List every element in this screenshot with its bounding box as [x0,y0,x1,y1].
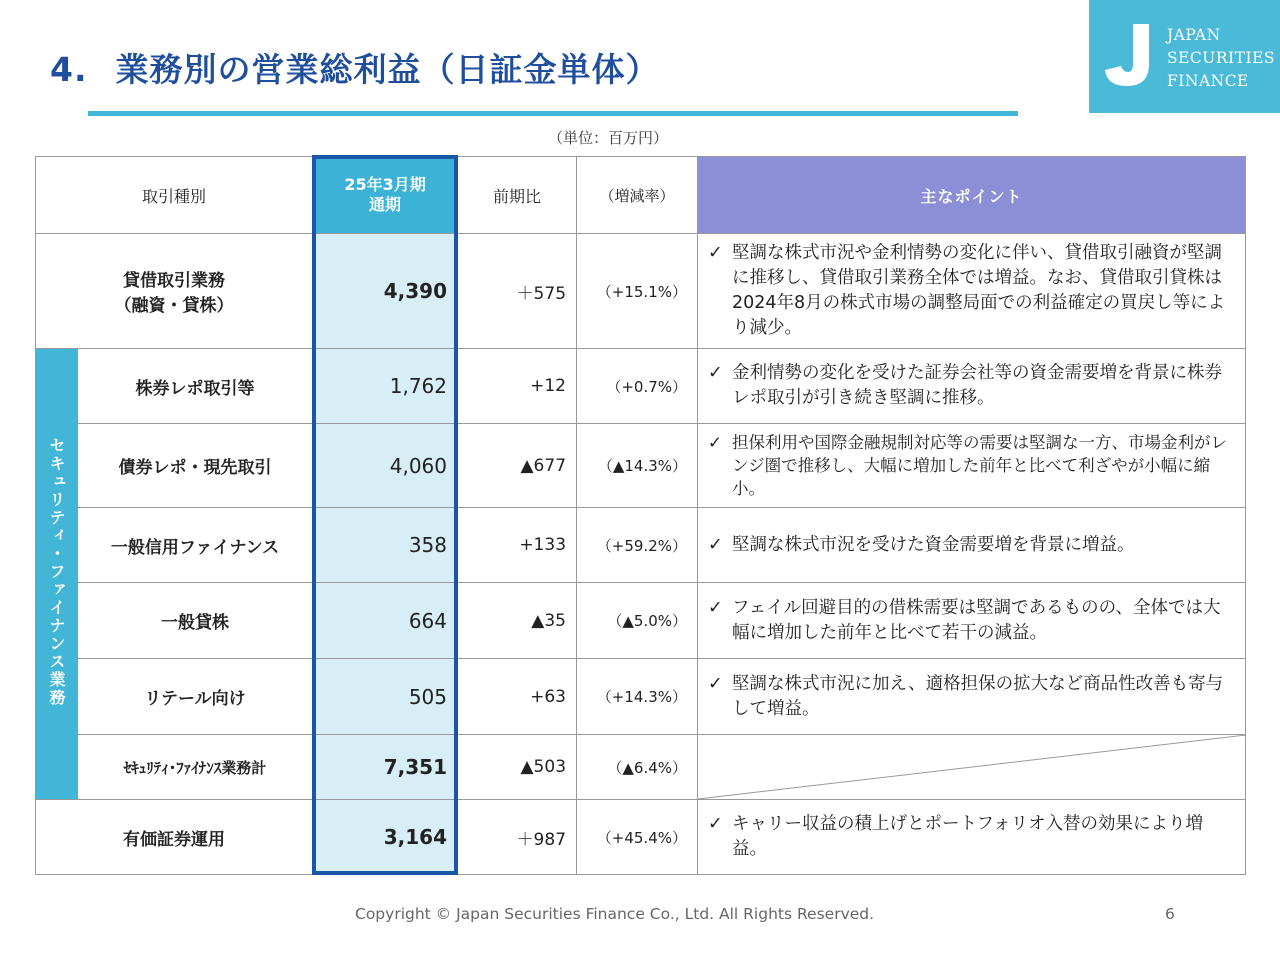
row-rate: （+14.3%） [577,659,698,735]
row-category: 一般貸株 [78,583,313,659]
row-point-text: 担保利用や国際金融規制対応等の需要は堅調な一方、市場金利がレンジ圏で推移し、大幅に増加した前年と比べて利ざやが小幅に縮小。 [732,433,1228,498]
unit-note: （単位：百万円） [548,129,669,147]
row-point-text: 堅調な株式市況に加え、適格担保の拡大など商品性改善も寄与して増益。 [732,673,1224,719]
table-row [36,800,1246,875]
table-row [36,508,1246,583]
row-point-text: 金利情勢の変化を受けた証券会社等の資金需要増を背景に株券レポ取引が引き続き堅調に推移。 [732,363,1223,408]
row-point [698,800,1246,875]
row-change: ▲677 [458,424,577,508]
row-point [698,508,1246,583]
row-point-text: 堅調な株式市況や金利情勢の変化に伴い、貸借取引融資が堅調に推移し、貸借取引業務全体では増益。なお、貸借取引貸株は2024年8月の株式市場の調整局面での利益確定の買戻し等により減少。 [732,243,1226,338]
logo-line-1: JAPAN [1167,26,1221,44]
row-category-line2: （融資・貸株） [114,296,234,316]
row-point [698,234,1246,349]
row-point-text: キャリー収益の積上げとポートフォリオ入替の効果により増益。 [732,814,1203,859]
row-point-empty [698,735,1246,800]
row-change: ＋575 [458,234,577,349]
side-label-security-finance [36,349,78,800]
row-change: ▲35 [458,583,577,659]
row-point [698,659,1246,735]
diagonal-line [698,735,1246,800]
header-period [313,157,458,234]
check-icon: ✓ [708,363,723,383]
row-value: 4,060 [313,424,458,508]
row-category-line1: 貸借取引業務 [123,271,225,291]
j-logo-icon [1097,20,1159,92]
row-rate: （▲6.4%） [577,735,698,800]
table-row [36,234,1246,349]
check-icon: ✓ [708,433,722,452]
logo-line-2: SECURITIES [1167,49,1276,67]
header-period-line1: 25年3月期 [344,175,426,194]
row-category: 一般信用ファイナンス [78,508,313,583]
row-change: ▲503 [458,735,577,800]
check-icon: ✓ [708,814,723,834]
row-point-text: フェイル回避目的の借株需要は堅調であるものの、全体では大幅に増加した前年と比べて若干の減益。 [732,597,1221,643]
row-value: 7,351 [313,735,458,800]
table-row [36,424,1246,508]
table-row [36,583,1246,659]
table-row-subtotal [36,735,1246,800]
row-point-text: 堅調な株式市況を受けた資金需要増を背景に増益。 [732,534,1135,555]
copyright: Copyright © Japan Securities Finance Co., Ltd. All Rights Reserved. [355,905,875,923]
section-number: 4. [50,50,88,89]
profit-table [35,156,1246,875]
company-logo [1089,0,1280,113]
check-icon: ✓ [708,597,723,618]
check-icon: ✓ [708,673,723,694]
row-point [698,349,1246,424]
page-number: 6 [1165,905,1175,923]
row-category: 債券レポ・現先取引 [78,424,313,508]
row-value: 4,390 [313,234,458,349]
check-icon: ✓ [708,534,723,555]
side-label-text: セキュリティ・ファイナンス業務 [47,437,66,707]
row-change: +12 [458,349,577,424]
row-rate: （▲5.0%） [577,583,698,659]
row-rate: （▲14.3%） [577,424,698,508]
table-header-row [36,157,1246,234]
row-value: 358 [313,508,458,583]
row-rate: （+45.4%） [577,800,698,875]
row-rate: （+15.1%） [577,234,698,349]
row-category: リテール向け [78,659,313,735]
header-period-line2: 通期 [369,195,402,214]
row-category: ｾｷｭﾘﾃｨ･ﾌｧｲﾅﾝｽ業務計 [78,735,313,800]
table-row [36,659,1246,735]
row-value: 505 [313,659,458,735]
row-category: 株券レポ取引等 [78,349,313,424]
row-rate: （+0.7%） [577,349,698,424]
row-category: 有価証券運用 [36,800,313,875]
header-category: 取引種別 [36,157,313,234]
page-title [50,44,660,91]
logo-text [1167,24,1275,93]
row-change: +63 [458,659,577,735]
row-rate: （+59.2%） [577,508,698,583]
logo-line-3: FINANCE [1167,72,1249,90]
row-point [698,424,1246,508]
row-point [698,583,1246,659]
row-category [36,234,313,349]
row-change: +133 [458,508,577,583]
section-title: 業務別の営業総利益（日証金単体） [115,50,660,89]
row-value: 3,164 [313,800,458,875]
header-yoy: 前期比 [458,157,577,234]
table-row [36,349,1246,424]
title-underline [88,111,1018,116]
header-rate: （増減率） [577,157,698,234]
check-icon: ✓ [708,243,723,263]
header-points: 主なポイント [698,157,1246,234]
row-value: 1,762 [313,349,458,424]
row-change: ＋987 [458,800,577,875]
row-value: 664 [313,583,458,659]
